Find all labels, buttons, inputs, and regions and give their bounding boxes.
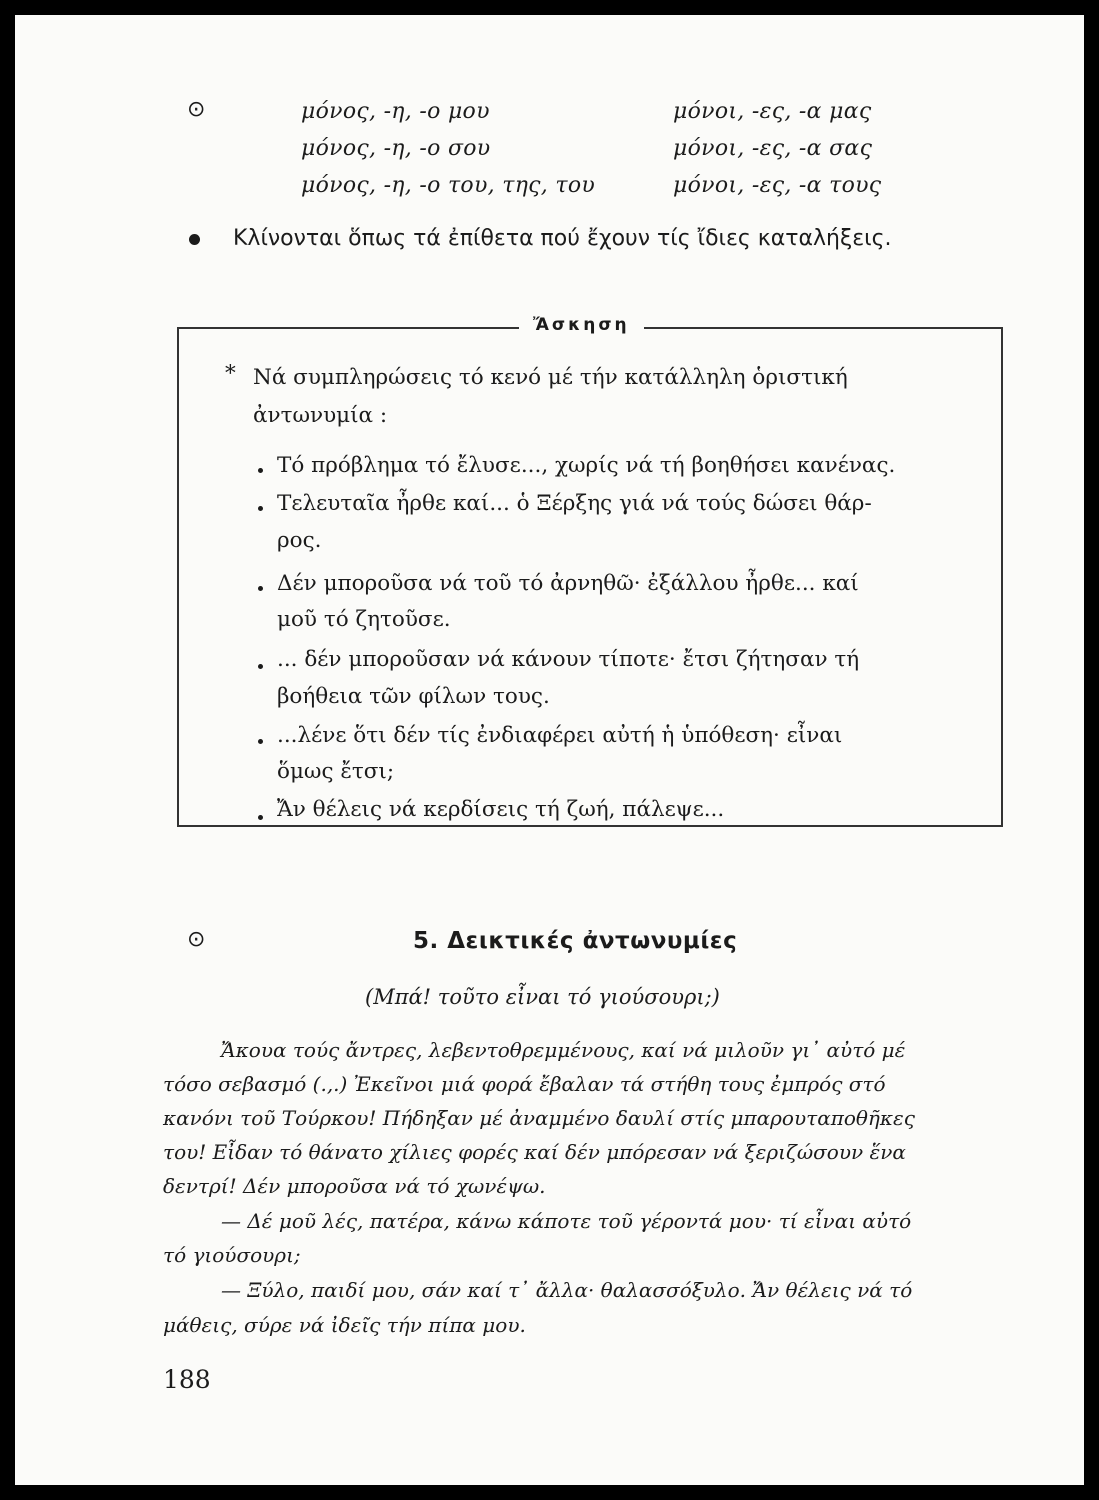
exercise-item-1: Τό πρόβλημα τό ἔλυσε..., χωρίς νά τή βοηθήσει κανένας.: [277, 453, 896, 478]
exercise-item-6: Ἄν θέλεις νά κερδίσεις τή ζωή, πάλεψε...: [277, 797, 725, 822]
note-bullet-icon: [189, 234, 200, 245]
exercise-item-3-line-2: μοῦ τό ζητοῦσε.: [277, 607, 451, 632]
exercise-item-5-line-1: ...λένε ὅτι δέν τίς ἐνδιαφέρει αὐτή ἡ ὑπόθεση· εἶναι: [277, 723, 843, 748]
exercise-bullet-icon: [258, 815, 263, 820]
exercise-bullet-icon: [258, 664, 263, 669]
singular-form-2: μόνος, -η, -ο σου: [301, 136, 491, 161]
story-line-3: κανόνι τοῦ Τούρκου! Πήδηξαν μέ ἀναμμένο δαυλί στίς μπαρουταποθῆκες: [163, 1106, 915, 1130]
section-marker-icon: ⊙: [187, 97, 206, 122]
exercise-star: *: [225, 361, 236, 386]
exercise-instruction-line-1: Νά συμπληρώσεις τό κενό μέ τήν κατάλληλη ὁριστική: [253, 365, 848, 390]
section-heading: 5. Δεικτικές ἀντωνυμίες: [413, 928, 738, 954]
exercise-item-3-line-1: Δέν μποροῦσα νά τοῦ τό ἀρνηθῶ· ἐξάλλου ἦρθε... καί: [277, 571, 859, 596]
section-marker-icon: ⊙: [187, 927, 206, 952]
story-line-1: Ἄκουα τούς ἄντρες, λεβεντοθρεμμένους, καί νά μιλοῦν γι᾽ αὐτό μέ: [221, 1038, 906, 1062]
story-line-6: — Δέ μοῦ λές, πατέρα, κάνω κάποτε τοῦ γέροντά μου· τί εἶναι αὐτό: [221, 1209, 912, 1233]
exercise-bullet-icon: [258, 739, 263, 744]
section-subtitle: (Μπά! τοῦτο εἶναι τό γιούσουρι;): [365, 985, 720, 1009]
plural-form-3: μόνοι, -ες, -α τους: [673, 173, 882, 198]
exercise-instruction-line-2: ἀντωνυμία :: [253, 403, 388, 428]
story-line-9: μάθεις, σύρε νά ἰδεῖς τήν πίπα μου.: [163, 1313, 526, 1337]
page-number: 188: [163, 1365, 211, 1394]
exercise-bullet-icon: [258, 506, 263, 511]
exercise-box: [177, 315, 1003, 827]
exercise-item-4-line-1: ... δέν μποροῦσαν νά κάνουν τίποτε· ἔτσι ζήτησαν τή: [277, 647, 860, 672]
singular-form-3: μόνος, -η, -ο του, της, του: [301, 173, 596, 198]
exercise-bullet-icon: [258, 468, 263, 473]
plural-form-2: μόνοι, -ες, -α σας: [673, 136, 873, 161]
exercise-bullet-icon: [258, 586, 263, 591]
story-line-7: τό γιούσουρι;: [163, 1243, 301, 1267]
exercise-item-4-line-2: βοήθεια τῶν φίλων τους.: [277, 684, 550, 709]
story-line-8: — Ξύλο, παιδί μου, σάν καί τ᾽ ἄλλα· θαλασσόξυλο. Ἄν θέλεις νά τό: [221, 1278, 913, 1302]
story-line-2: τόσο σεβασμό (.,.) Ἐκεῖνοι μιά φορά ἔβαλαν τά στήθη τους ἐμπρός στό: [163, 1072, 886, 1096]
story-line-4: του! Εἶδαν τό θάνατο χίλιες φορές καί δέν μπόρεσαν νά ξεριζώσουν ἕνα: [163, 1140, 906, 1164]
page: [15, 15, 1084, 1485]
story-line-5: δεντρί! Δέν μποροῦσα νά τό χωνέψω.: [163, 1174, 546, 1198]
declension-note: Κλίνονται ὅπως τά ἐπίθετα πού ἔχουν τίς ἴδιες καταλήξεις.: [233, 226, 892, 251]
exercise-item-5-line-2: ὅμως ἔτσι;: [277, 759, 395, 784]
plural-form-1: μόνοι, -ες, -α μας: [673, 99, 872, 124]
singular-form-1: μόνος, -η, -ο μου: [301, 99, 490, 124]
exercise-item-2-line-1: Τελευταῖα ἦρθε καί... ὁ Ξέρξης γιά νά τούς δώσει θάρ-: [277, 491, 872, 516]
exercise-item-2-line-2: ρος.: [277, 528, 322, 553]
exercise-title: Ἄσκηση: [519, 315, 644, 335]
